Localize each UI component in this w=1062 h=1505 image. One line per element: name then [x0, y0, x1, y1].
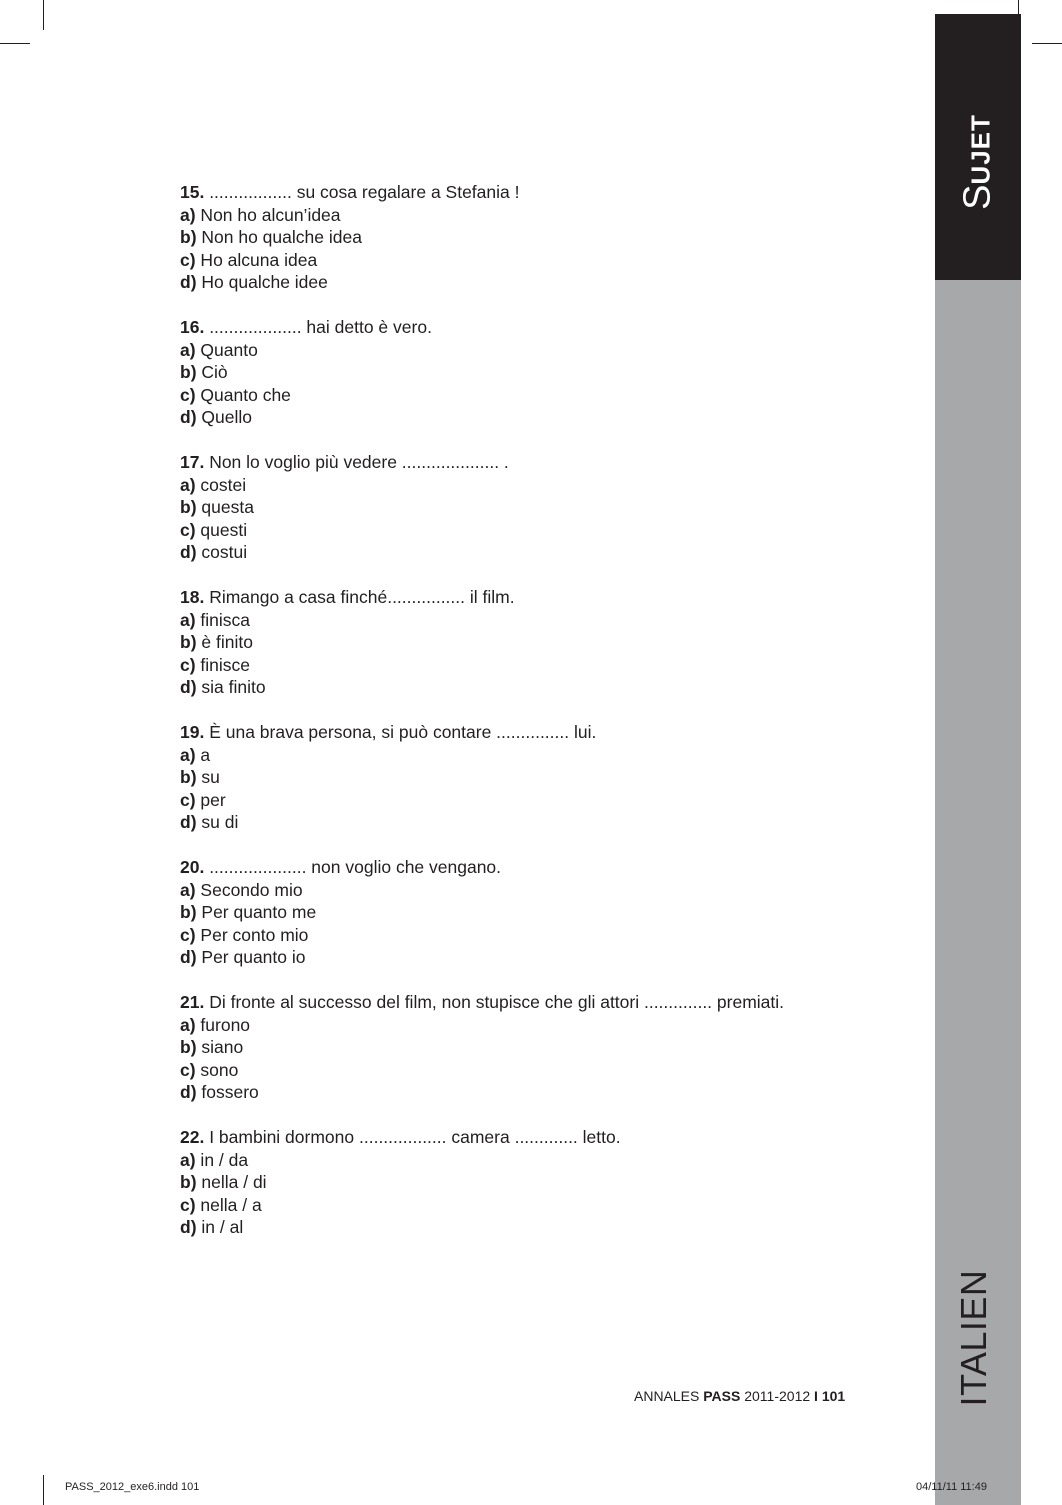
option-letter: a)	[180, 1149, 196, 1170]
answer-option	[180, 879, 920, 902]
question-text: Di fronte al successo del film, non stupisce che gli attori .............. premiati.	[204, 992, 785, 1012]
answer-option	[180, 226, 920, 249]
answer-option	[180, 676, 920, 699]
answer-option	[180, 766, 920, 789]
question-text: ................... hai detto è vero.	[204, 317, 432, 337]
option-text: per	[195, 789, 226, 810]
answer-option	[180, 339, 920, 362]
question-number: 21.	[180, 992, 205, 1012]
question-text: I bambini dormono .................. camera ............. letto.	[204, 1127, 621, 1147]
option-text: costei	[195, 474, 247, 495]
crop-mark	[43, 0, 44, 30]
question-line	[180, 181, 920, 204]
option-letter: d)	[180, 1217, 197, 1237]
option-letter: d)	[180, 812, 197, 832]
option-text: siano	[196, 1037, 244, 1057]
option-text: sia finito	[196, 677, 266, 697]
answer-option	[180, 271, 920, 294]
option-text: questi	[195, 519, 248, 540]
option-text: in / al	[196, 1217, 244, 1237]
option-text: Quanto	[195, 339, 258, 360]
question-text: .................... non voglio che vengano.	[204, 857, 502, 877]
option-text: Non ho qualche idea	[196, 227, 362, 247]
option-letter: c)	[180, 654, 196, 675]
option-letter: c)	[180, 1194, 196, 1215]
answer-option	[180, 1216, 920, 1239]
question-block	[180, 991, 920, 1104]
question-text: ................. su cosa regalare a Stefania !	[204, 182, 520, 202]
option-letter: b)	[180, 227, 197, 247]
footer-years: 2011-2012	[740, 1388, 815, 1404]
answer-option	[180, 519, 920, 542]
sujet-rest: UJET	[965, 114, 996, 185]
question-number: 20.	[180, 857, 205, 877]
answer-option	[180, 1014, 920, 1037]
option-text: Non ho alcun’idea	[195, 204, 341, 225]
question-block	[180, 316, 920, 429]
option-letter: a)	[180, 339, 196, 360]
option-letter: b)	[180, 902, 197, 922]
option-letter: d)	[180, 407, 197, 427]
option-text: a	[195, 744, 211, 765]
question-text: Rimango a casa finché................ il film.	[204, 587, 515, 607]
question-block	[180, 721, 920, 834]
option-text: questa	[196, 497, 254, 517]
answer-option	[180, 1194, 920, 1217]
option-letter: d)	[180, 677, 197, 697]
option-text: Per quanto me	[196, 902, 317, 922]
option-text: su	[196, 767, 220, 787]
question-number: 19.	[180, 722, 205, 742]
question-line	[180, 451, 920, 474]
option-text: Quello	[196, 407, 252, 427]
answer-option	[180, 384, 920, 407]
answer-option	[180, 474, 920, 497]
option-text: su di	[196, 812, 239, 832]
page-footer	[634, 1388, 845, 1404]
slug-file: PASS_2012_exe6.indd 101	[65, 1481, 200, 1493]
option-letter: a)	[180, 474, 196, 495]
answer-option	[180, 541, 920, 564]
footer-prefix: ANNALES	[634, 1388, 704, 1404]
answer-option	[180, 1059, 920, 1082]
answer-option	[180, 406, 920, 429]
crop-mark	[1032, 43, 1062, 44]
question-line	[180, 586, 920, 609]
answer-option	[180, 654, 920, 677]
answer-option	[180, 901, 920, 924]
answer-option	[180, 789, 920, 812]
answer-option	[180, 1081, 920, 1104]
option-letter: a)	[180, 609, 196, 630]
option-text: finisce	[195, 654, 251, 675]
crop-mark	[0, 43, 30, 44]
answer-option	[180, 946, 920, 969]
option-text: in / da	[195, 1149, 249, 1170]
option-letter: b)	[180, 767, 197, 787]
option-text: nella / a	[195, 1194, 262, 1215]
option-letter: d)	[180, 1082, 197, 1102]
option-text: costui	[196, 542, 248, 562]
question-block	[180, 856, 920, 969]
option-letter: c)	[180, 249, 196, 270]
question-number: 15.	[180, 182, 205, 202]
answer-option	[180, 1036, 920, 1059]
answer-option	[180, 496, 920, 519]
question-block	[180, 586, 920, 699]
answer-option	[180, 1149, 920, 1172]
option-letter: b)	[180, 632, 197, 652]
option-text: Ho qualche idee	[196, 272, 328, 292]
option-letter: c)	[180, 384, 196, 405]
option-text: sono	[195, 1059, 239, 1080]
option-text: fossero	[196, 1082, 259, 1102]
option-letter: a)	[180, 1014, 196, 1035]
question-block	[180, 451, 920, 564]
answer-option	[180, 609, 920, 632]
question-number: 16.	[180, 317, 205, 337]
question-number: 18.	[180, 587, 205, 607]
option-text: finisca	[195, 609, 251, 630]
answer-option	[180, 924, 920, 947]
option-letter: c)	[180, 789, 196, 810]
question-number: 17.	[180, 452, 205, 472]
footer-brand: PASS	[703, 1388, 741, 1404]
answer-option	[180, 249, 920, 272]
option-letter: c)	[180, 519, 196, 540]
question-block	[180, 181, 920, 294]
option-letter: b)	[180, 497, 197, 517]
option-text: furono	[195, 1014, 251, 1035]
crop-mark	[43, 1475, 44, 1505]
option-text: Per conto mio	[195, 924, 309, 945]
sujet-label	[957, 114, 1000, 210]
question-line	[180, 856, 920, 879]
subject-label: ITALIEN	[953, 1269, 994, 1407]
answer-option	[180, 811, 920, 834]
option-letter: b)	[180, 1037, 197, 1057]
answer-option	[180, 631, 920, 654]
option-text: Per quanto io	[196, 947, 306, 967]
option-letter: a)	[180, 204, 196, 225]
question-block	[180, 1126, 920, 1239]
option-text: Secondo mio	[195, 879, 303, 900]
option-letter: b)	[180, 362, 197, 382]
answer-option	[180, 1171, 920, 1194]
option-letter: d)	[180, 542, 197, 562]
option-letter: a)	[180, 879, 196, 900]
answer-option	[180, 744, 920, 767]
option-letter: b)	[180, 1172, 197, 1192]
option-letter: c)	[180, 924, 196, 945]
question-line	[180, 316, 920, 339]
option-letter: c)	[180, 1059, 196, 1080]
option-text: nella / di	[196, 1172, 267, 1192]
slug-datetime: 04/11/11 11:49	[916, 1481, 987, 1493]
sujet-cap: S	[956, 184, 999, 210]
option-text: Ho alcuna idea	[195, 249, 318, 270]
option-text: Ciò	[196, 362, 228, 382]
answer-option	[180, 204, 920, 227]
answer-option	[180, 361, 920, 384]
question-number: 22.	[180, 1127, 205, 1147]
question-text: È una brava persona, si può contare ............... lui.	[204, 722, 597, 742]
option-text: Quanto che	[195, 384, 291, 405]
option-letter: d)	[180, 272, 197, 292]
question-list	[180, 181, 920, 1261]
question-line	[180, 991, 920, 1014]
option-letter: d)	[180, 947, 197, 967]
question-line	[180, 721, 920, 744]
question-line	[180, 1126, 920, 1149]
option-letter: a)	[180, 744, 196, 765]
page-number: I 101	[814, 1388, 846, 1404]
question-text: Non lo voglio più vedere .................... .	[204, 452, 509, 472]
option-text: è finito	[196, 632, 253, 652]
